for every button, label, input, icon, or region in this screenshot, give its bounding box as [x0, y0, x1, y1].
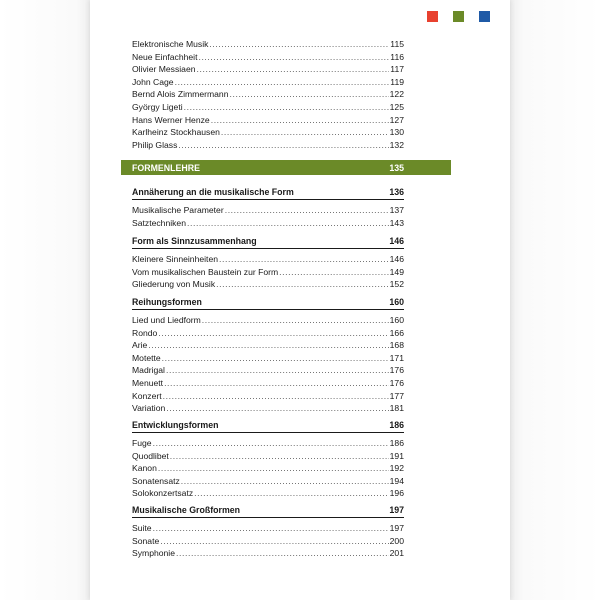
leader-dots	[160, 535, 388, 548]
leader-dots	[166, 364, 389, 377]
section-rule	[132, 432, 404, 433]
toc-section	[132, 296, 404, 415]
toc-entry[interactable]	[132, 278, 404, 291]
leader-dots	[197, 63, 390, 76]
toc-entry[interactable]	[132, 437, 404, 450]
red-square-marker	[427, 11, 438, 22]
toc-entry-title: Bernd Alois Zimmermann	[132, 89, 229, 100]
toc-entry-page: 116	[390, 51, 404, 62]
page-edge-left	[0, 0, 90, 600]
toc-entry-title: Kleinere Sinneinheiten	[132, 254, 219, 264]
chapter-title: FORMENLEHRE	[132, 162, 200, 173]
toc-entry[interactable]	[132, 38, 404, 51]
toc-entry-page: 194	[389, 475, 404, 486]
toc-entry-page: 197	[389, 523, 404, 533]
leader-dots	[279, 266, 389, 279]
leader-dots	[229, 88, 388, 101]
leader-dots	[181, 475, 389, 488]
section-heading-title: Form als Sinnzusammenhang	[132, 236, 257, 246]
toc-entry-title: Neue Einfachheit	[132, 51, 198, 62]
toc-entry[interactable]	[132, 462, 404, 475]
toc-entry[interactable]	[132, 364, 404, 377]
section-heading[interactable]	[132, 504, 404, 517]
leader-dots	[184, 101, 389, 114]
toc-entry[interactable]	[132, 253, 404, 266]
toc-entry-page: 160	[389, 315, 404, 325]
toc-section	[132, 504, 404, 560]
toc-entry-title: Sonatensatz	[132, 475, 180, 486]
toc-entry-page: 122	[389, 89, 404, 100]
section-heading[interactable]	[132, 186, 404, 199]
toc-entry-page: 192	[389, 463, 404, 474]
leader-dots	[148, 339, 388, 352]
leader-dots	[221, 126, 389, 139]
leader-dots	[209, 38, 389, 51]
toc-entry-page: 115	[390, 39, 404, 49]
toc-entry[interactable]	[132, 390, 404, 403]
toc-entry[interactable]	[132, 487, 404, 500]
section-heading-title: Entwicklungsformen	[132, 420, 219, 430]
toc-entry-page: 176	[389, 377, 404, 388]
leader-dots	[211, 114, 389, 127]
toc-entry-page: 143	[389, 217, 404, 228]
toc-entry-page: 168	[389, 340, 404, 351]
toc-entry-page: 191	[389, 450, 404, 461]
toc-entry[interactable]	[132, 377, 404, 390]
toc-entry[interactable]	[132, 217, 404, 230]
toc-entry[interactable]	[132, 204, 404, 217]
toc-entry-page: 117	[390, 64, 404, 75]
toc-entry[interactable]	[132, 51, 404, 64]
section-heading-page: 146	[389, 236, 404, 246]
leader-dots	[164, 377, 389, 390]
toc-entry-title: Variation	[132, 403, 166, 414]
toc-entry[interactable]	[132, 88, 404, 101]
toc-entry-title: Philip Glass	[132, 139, 178, 150]
toc-entry[interactable]	[132, 76, 404, 89]
leader-dots	[225, 204, 389, 217]
toc-entry-title: Motette	[132, 352, 161, 363]
section-rule	[132, 248, 404, 249]
color-markers	[427, 11, 490, 22]
toc-entry-title: Satztechniken	[132, 217, 186, 228]
toc-entry[interactable]	[132, 475, 404, 488]
page-edge-right	[510, 0, 600, 600]
section-heading[interactable]	[132, 296, 404, 309]
toc-entry-page: 166	[389, 327, 404, 338]
section-heading-page: 197	[389, 505, 404, 515]
leader-dots	[166, 402, 388, 415]
toc-entry-title: Vom musikalischen Baustein zur Form	[132, 266, 279, 277]
toc-entry-page: 132	[389, 139, 404, 150]
leader-dots	[153, 522, 389, 535]
leader-dots	[153, 437, 389, 450]
toc-entry[interactable]	[132, 402, 404, 415]
toc-entry-title: Gliederung von Musik	[132, 279, 216, 290]
toc-entry-title: Fuge	[132, 438, 152, 448]
chapter-heading-bar[interactable]	[121, 160, 451, 175]
toc-entry-page: 127	[389, 114, 404, 125]
section-rule	[132, 309, 404, 310]
leader-dots	[158, 327, 388, 340]
toc-section	[132, 235, 404, 291]
section-heading-title: Reihungsformen	[132, 297, 202, 307]
section-heading-page: 186	[389, 420, 404, 430]
section-heading-page: 160	[389, 297, 404, 307]
toc-entry[interactable]	[132, 352, 404, 365]
toc-entry-page: 181	[389, 403, 404, 414]
section-heading-title: Annäherung an die musikalische Form	[132, 187, 294, 197]
toc-entry[interactable]	[132, 126, 404, 139]
toc-entry-title: Karlheinz Stockhausen	[132, 127, 220, 138]
leader-dots	[163, 390, 389, 403]
toc-entry[interactable]	[132, 339, 404, 352]
toc-entry-title: Sonate	[132, 535, 160, 546]
section-heading[interactable]	[132, 235, 404, 248]
toc-entry-title: Madrigal	[132, 365, 165, 376]
toc-entry[interactable]	[132, 522, 404, 535]
leader-dots	[219, 253, 389, 266]
toc-entry-title: Elektronische Musik	[132, 39, 209, 49]
toc-entry-title: Suite	[132, 523, 152, 533]
toc-entry-title: Hans Werner Henze	[132, 114, 210, 125]
toc-entry-page: 146	[389, 254, 404, 264]
toc-entry[interactable]	[132, 327, 404, 340]
toc-section	[132, 186, 404, 229]
toc-entry-title: Musikalische Parameter	[132, 205, 224, 215]
toc-entry-page: 171	[389, 352, 404, 363]
toc-entry[interactable]	[132, 266, 404, 279]
section-heading-page: 136	[389, 187, 404, 197]
leader-dots	[158, 462, 389, 475]
toc-entry[interactable]	[132, 535, 404, 548]
toc-entry-title: Solokonzertsatz	[132, 488, 194, 499]
toc-entry-page: 119	[390, 76, 404, 87]
toc-entry-page: 196	[389, 488, 404, 499]
toc-entry-title: Olivier Messiaen	[132, 64, 196, 75]
section-heading-title: Musikalische Großformen	[132, 505, 241, 515]
toc-entry-page: 201	[389, 548, 404, 559]
toc-entry-page: 125	[389, 101, 404, 112]
toc-entry[interactable]	[132, 101, 404, 114]
toc-entry-page: 130	[389, 127, 404, 138]
green-square-marker	[453, 11, 464, 22]
section-heading[interactable]	[132, 419, 404, 432]
section-rule	[132, 199, 404, 200]
toc-entry-title: Quodlibet	[132, 450, 169, 461]
toc-entry-page: 149	[389, 266, 404, 277]
toc-entry-title: Rondo	[132, 327, 158, 338]
toc-entry[interactable]	[132, 314, 404, 327]
toc-entry-title: Menuett	[132, 377, 164, 388]
toc-entry-page: 186	[389, 438, 404, 448]
blue-square-marker	[479, 11, 490, 22]
leader-dots	[198, 51, 389, 64]
toc-entry-title: John Cage	[132, 76, 174, 87]
toc-entry-title: Konzert	[132, 390, 162, 401]
leader-dots	[202, 314, 389, 327]
leader-dots	[162, 352, 389, 365]
toc-entry-title: Symphonie	[132, 548, 175, 559]
leader-dots	[187, 217, 389, 230]
section-rule	[132, 517, 404, 518]
toc-entry[interactable]	[132, 450, 404, 463]
leader-dots	[216, 278, 389, 291]
toc-top-list	[132, 38, 404, 151]
leader-dots	[175, 76, 390, 89]
toc-entry-page: 176	[389, 365, 404, 376]
leader-dots	[170, 450, 389, 463]
toc-entry-title: Kanon	[132, 463, 157, 474]
toc-entry[interactable]	[132, 547, 404, 560]
toc-entry[interactable]	[132, 114, 404, 127]
toc-entry-title: György Ligeti	[132, 101, 183, 112]
toc-entry-title: Lied und Liedform	[132, 315, 201, 325]
toc-entry-title: Arie	[132, 340, 148, 351]
toc-entry[interactable]	[132, 63, 404, 76]
leader-dots	[178, 139, 388, 152]
chapter-page: 135	[389, 162, 404, 173]
toc-section	[132, 419, 404, 500]
toc-entry-page: 200	[389, 535, 404, 546]
toc-entry-page: 152	[389, 279, 404, 290]
toc-entry-page: 137	[389, 205, 404, 215]
leader-dots	[176, 547, 389, 560]
toc-entry[interactable]	[132, 139, 404, 152]
leader-dots	[194, 487, 389, 500]
toc-entry-page: 177	[389, 390, 404, 401]
